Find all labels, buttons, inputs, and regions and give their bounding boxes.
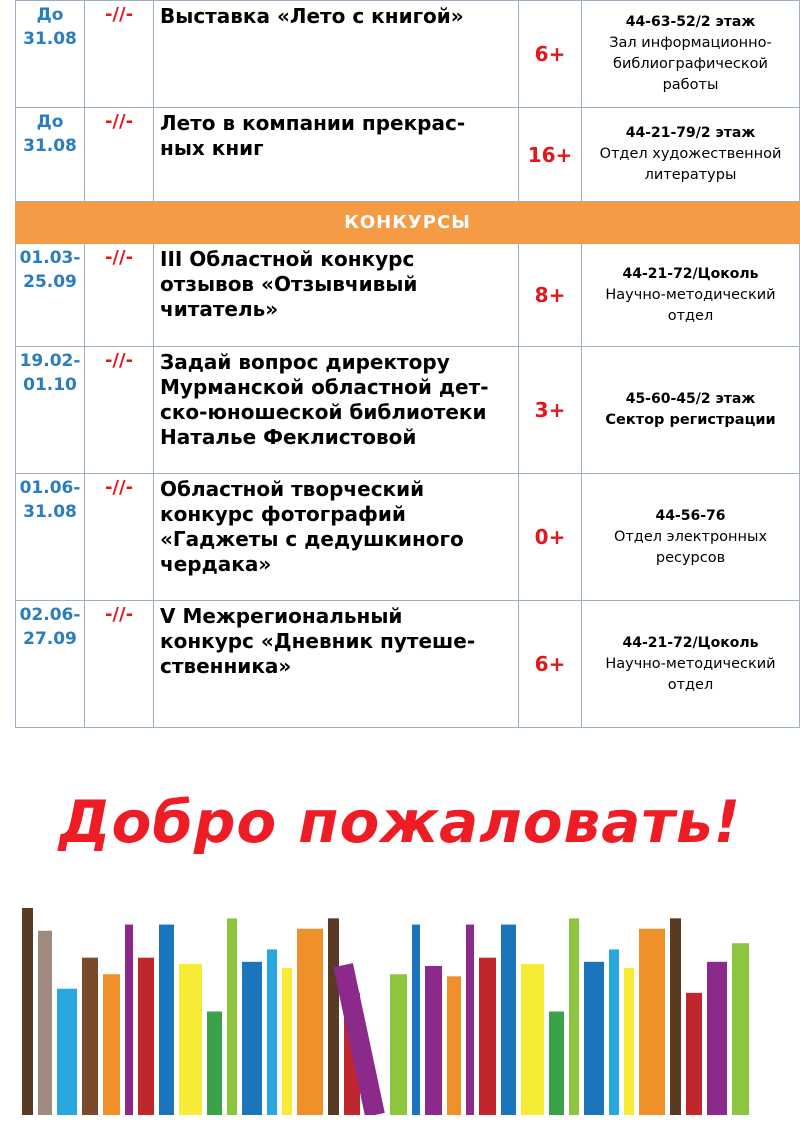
ditto-mark: -//- (85, 474, 154, 601)
age-rating: 6+ (519, 1, 582, 108)
book-spine (282, 968, 292, 1115)
date-cell: 01.06- 31.08 (16, 474, 85, 601)
ditto-mark: -//- (85, 347, 154, 474)
age-rating: 3+ (519, 347, 582, 474)
date-cell: 19.02- 01.10 (16, 347, 85, 474)
date-cell: До 31.08 (16, 108, 85, 202)
contact-info: 44-21-72/Цоколь Научно-методический отдел (582, 601, 800, 728)
book-spine (22, 908, 33, 1115)
book-spine (584, 962, 604, 1115)
event-title: Областной творческий конкурс фотографий «Гаджеты с дедушкиного чердака» (154, 474, 519, 601)
section-title: КОНКУРСЫ (16, 202, 800, 244)
book-spine (125, 925, 133, 1115)
book-spine (57, 989, 77, 1115)
book-spine (569, 918, 579, 1115)
event-title: Лето в компании прекрас- ных книг (154, 108, 519, 202)
age-rating: 0+ (519, 474, 582, 601)
contact-info: 44-63-52/2 этаж Зал информационно- библиографической работы (582, 1, 800, 108)
book-spine (297, 929, 323, 1115)
age-rating: 8+ (519, 244, 582, 347)
book-spine (267, 949, 277, 1115)
book-spine (732, 943, 749, 1115)
bookshelf-illustration (0, 900, 800, 1115)
book-spine (479, 958, 496, 1115)
book-spine (447, 976, 461, 1115)
book-spine (707, 962, 727, 1115)
book-spine (159, 925, 174, 1115)
book-spine (38, 931, 52, 1115)
book-spine (328, 918, 339, 1115)
table-row (16, 244, 800, 347)
date-cell: 02.06- 27.09 (16, 601, 85, 728)
section-header (16, 202, 800, 244)
book-spine (639, 929, 665, 1115)
ditto-mark: -//- (85, 1, 154, 108)
event-title: V Межрегиональный конкурс «Дневник путеше- ственника» (154, 601, 519, 728)
contact-info: 44-56-76 Отдел электронных ресурсов (582, 474, 800, 601)
book-spine (412, 925, 420, 1115)
book-spine (624, 968, 634, 1115)
book-spine (242, 962, 262, 1115)
date-cell: 01.03- 25.09 (16, 244, 85, 347)
book-spine (390, 974, 407, 1115)
ditto-mark: -//- (85, 108, 154, 202)
ditto-mark: -//- (85, 601, 154, 728)
book-spine (425, 966, 442, 1115)
age-rating: 6+ (519, 601, 582, 728)
table-row (16, 108, 800, 202)
book-spine (609, 949, 619, 1115)
table-row (16, 1, 800, 108)
contact-info: 44-21-72/Цоколь Научно-методический отдел (582, 244, 800, 347)
book-spine (521, 964, 544, 1115)
table-row (16, 347, 800, 474)
book-spine (103, 974, 120, 1115)
book-spine (501, 925, 516, 1115)
contact-info: 44-21-79/2 этаж Отдел художественной литературы (582, 108, 800, 202)
book-spine (138, 958, 154, 1115)
book-spine (227, 918, 237, 1115)
age-rating: 16+ (519, 108, 582, 202)
table-row (16, 601, 800, 728)
book-spine (82, 958, 98, 1115)
event-title: Задай вопрос директору Мурманской областной дет- ско-юношеской библиотеки Наталье Феклистовой (154, 347, 519, 474)
event-title: III Областной конкурс отзывов «Отзывчивый читатель» (154, 244, 519, 347)
book-spine (549, 1012, 564, 1116)
book-spine (466, 925, 474, 1115)
event-title: Выставка «Лето с книгой» (154, 1, 519, 108)
book-spine (179, 964, 202, 1115)
table-row (16, 474, 800, 601)
book-spine (670, 918, 681, 1115)
book-spine (207, 1012, 222, 1116)
date-cell: До 31.08 (16, 1, 85, 108)
events-table (15, 0, 800, 728)
contact-info: 45-60-45/2 этаж Сектор регистрации (582, 347, 800, 474)
book-spine (686, 993, 702, 1115)
welcome-banner: Добро пожаловать! (58, 788, 742, 856)
ditto-mark: -//- (85, 244, 154, 347)
